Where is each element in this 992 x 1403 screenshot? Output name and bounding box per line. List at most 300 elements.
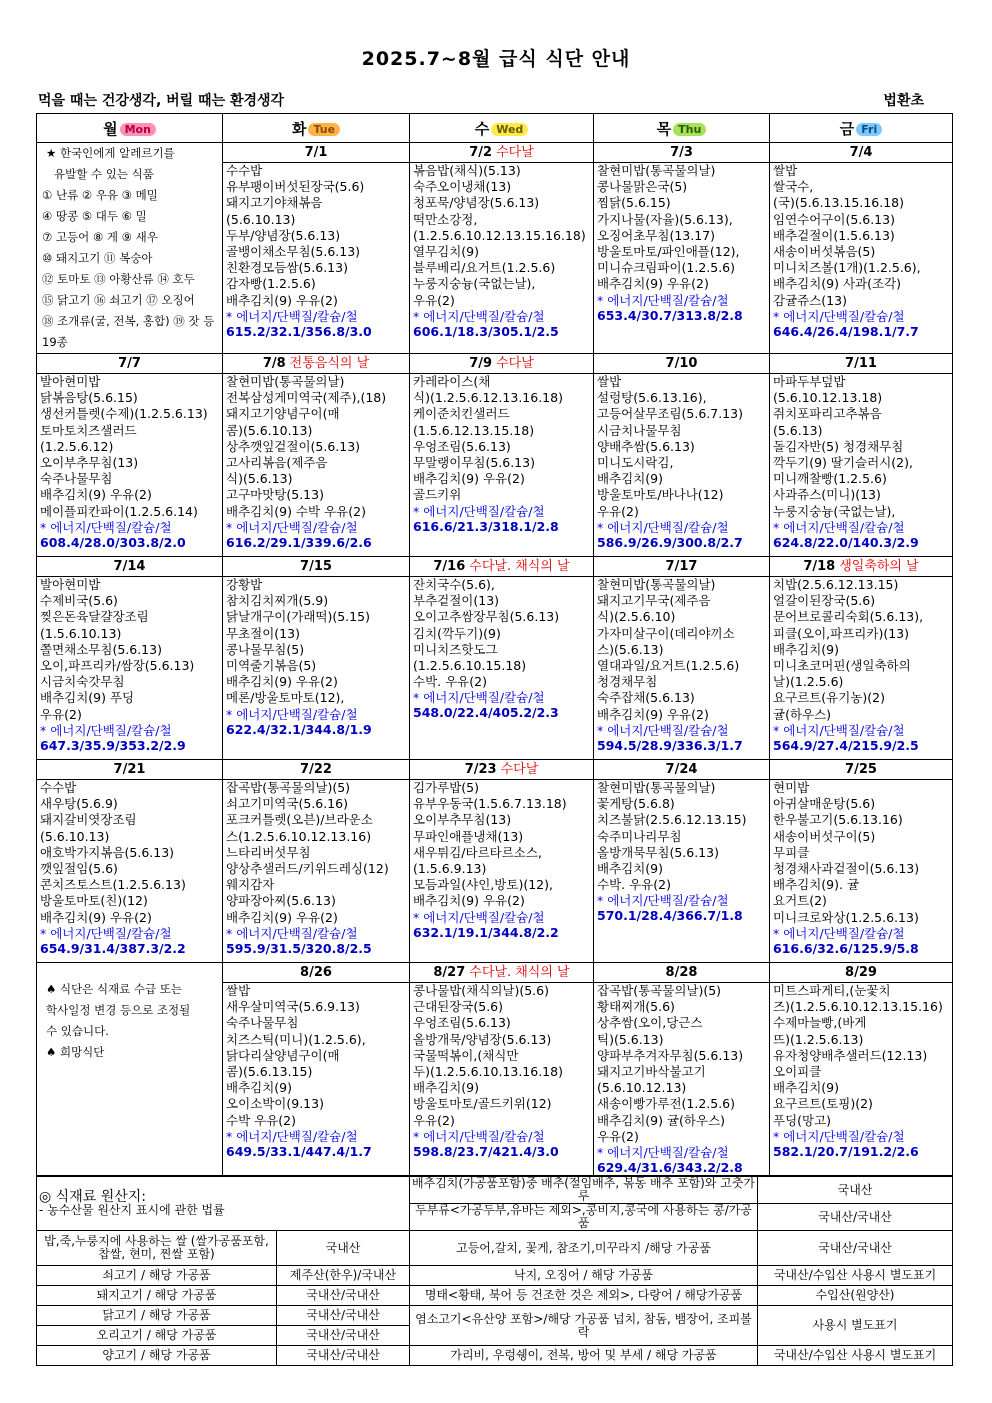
menu-item: 양상추샐러드/키위드레싱(12) [226,861,389,877]
menu-item: 양배추쌈(5.6.13) [597,438,695,454]
menu-item: 무파인애플냉채(13) [413,828,524,844]
menu-item: 식)(5.6.13) [226,471,293,487]
day-date: 7/16 [433,559,466,574]
menu-item: (1.2.5.6.10.15.18) [413,658,527,674]
day-date: 7/1 [304,145,328,160]
menu-item: 근대된장국(5.6) [413,999,504,1015]
nutrition-label: * 에너지/단백질/칼슘/철 [226,519,358,535]
page-title: 2025.7~8월 급식 식단 안내 [361,48,631,70]
menu-item: 미트스파게티,(눈꽃치 [773,983,891,998]
menu-item: 무피클 [773,844,810,860]
menu-item: (5.6.10.12.13.18) [773,390,883,406]
nutrition-label: * 에너지/단백질/칼슘/철 [773,722,905,738]
day-event: 수다날 [500,762,539,777]
menu-item: 고구마맛탕(5.13) [226,487,324,503]
header-thu [594,114,770,143]
menu-item: 새송이버섯구이(5) [773,828,876,844]
nutrition-label: * 에너지/단백질/칼슘/철 [597,1145,729,1161]
day-event: 수다날. 채식의 날 [469,965,570,980]
day-date: 7/21 [113,762,146,777]
header-wed [410,114,594,143]
menu-item: 수박 우유(2) [226,1112,296,1128]
origin-cell: 닭고기 / 해당 가공품 [37,1306,277,1326]
origin-cell: 밥,죽,누룽지에 사용하는 쌀 (쌀가공품포함, 찹쌀, 현미, 찐쌀 포함) [37,1231,277,1266]
menu-item: 무초절이(13) [226,625,300,641]
menu-item: 쇠고기미역국(5.6.16) [226,796,348,812]
notice-cell [37,963,223,1176]
menu-item: 두부/양념장(5.6.13) [226,227,341,243]
menu-item: 찰현미밥(통곡물의날) [597,577,716,592]
menu-item: 김치(깍두기)(9) [413,625,501,641]
menu-item: 귤(하우스) [773,706,832,722]
menu-item: 수제마늘빵,(바게 [773,1015,867,1031]
menu-item: 찰현미밥(통곡물의날) [597,780,716,795]
notice-line: 학사일정 변경 등으로 조정될 [46,1003,191,1017]
menu-item: 새우살미역국(5.6.9.13) [226,999,360,1015]
menu-item: 배추김치(9) 우유(2) [597,276,709,292]
menu-item: 깻잎절임(5.6) [40,861,118,877]
day-en-badge: Thu [673,123,706,136]
menu-item: 찰현미밥(통곡물의날) [597,163,716,178]
menu-item: 돼지고기양념구이(매 [226,406,340,422]
day-date-header [223,143,409,163]
header-mon [37,114,223,143]
day-date-header [594,354,769,374]
week-row [37,557,953,760]
menu-item: 잡곡밥(통곡물의날)(5) [597,983,722,998]
nutrition-values: 646.4/26.4/198.1/7.7 [773,323,919,339]
menu-item: 아귀살매운탕(5.6) [773,796,876,812]
day-menu-cell [594,963,770,1176]
nutrition-label: * 에너지/단백질/칼슘/철 [413,909,545,925]
menu-item: 배추김치(9) 푸딩 [40,690,135,706]
menu-item: 새우탕(5.6.9) [40,796,118,812]
menu-item: 느타리버섯무침 [226,844,311,860]
menu-item: 방울토마토/바나나(12) [597,487,724,503]
day-ko: 수 [474,119,490,138]
nutrition-values: 598.8/23.7/421.4/3.0 [413,1143,559,1159]
notice-line: 수 있습니다. [46,1024,109,1038]
origin-cell: 명태<황태, 북어 등 건조한 것은 제외>, 다랑어 / 해당가공품 [410,1286,758,1306]
allergy-line: ⑦ 고등어 ⑧ 게 ⑨ 새우 [42,230,158,244]
day-date: 8/28 [665,965,698,980]
nutrition-values: 586.9/26.9/300.8/2.7 [597,534,743,550]
menu-item: 콩나물맑은국(5) [597,179,688,195]
menu-item: 오이,파프리카/쌈장(5.6.13) [40,658,195,674]
origin-cell: 돼지고기 / 해당 가공품 [37,1286,277,1306]
day-date-header [223,963,409,983]
menu-item: 돌김자반(5) 청경채무침 [773,438,904,454]
nutrition-label: * 에너지/단백질/칼슘/철 [773,1128,905,1144]
menu-item: 수수밥 [40,780,77,795]
day-date-header [770,354,952,374]
menu-item: 돼지고기야채볶음 [226,195,323,211]
school-name: 법환초 [883,93,924,109]
origin-cell: 염소고기<유산양 포함>/해당 가공품 넙치, 참돔, 뱀장어, 조피볼락 [410,1306,758,1346]
menu-item: 배추김치(9) [597,861,664,877]
menu-item: 요구르트(유기농)(2) [773,690,885,706]
menu-item: 열무김치(9) [413,244,480,260]
day-menu-cell [223,143,410,354]
day-menu-cell [223,557,410,760]
menu-item: 돼지고기무국(제주음 [597,593,711,609]
day-date-header [594,963,769,983]
menu-item: 배추김치(9) 사과(조각) [773,276,902,292]
menu-item: 숙주오이냉채(13) [413,179,512,195]
day-date: 7/4 [849,145,873,160]
day-date: 8/26 [300,965,332,980]
menu-item: 시금치나물무침 [597,422,682,438]
menu-item: 유자청양배추샐러드(12.13) [773,1047,928,1063]
origin-cell: 제주산(한우)/국내산 [277,1266,410,1286]
day-menu-cell [594,143,770,354]
menu-item: 한우불고기(5.6.13.16) [773,812,903,828]
menu-item: 배추김치(9). 귤 [773,877,860,893]
allergy-line: 유발할 수 있는 식품 [54,167,154,181]
menu-item: 배추김치(9) [413,1080,480,1096]
nutrition-label: * 에너지/단백질/칼슘/철 [773,925,905,941]
day-date-header [37,760,222,780]
nutrition-values: 616.6/32.6/125.9/5.8 [773,940,919,956]
nutrition-values: 616.6/21.3/318.1/2.8 [413,518,559,534]
nutrition-label: * 에너지/단백질/칼슘/철 [40,722,172,738]
menu-item: 콩나물밥(채식의날)(5.6) [413,983,549,998]
menu-item: 새송이버섯볶음(5) [773,244,876,260]
day-ko: 화 [291,119,307,138]
day-date-header [37,354,222,374]
day-menu-cell [770,963,953,1176]
day-date: 7/3 [670,145,693,160]
menu-item: (5.6.10.12.13) [597,1080,687,1096]
menu-item: 발아현미밥 [40,374,101,389]
day-date-header [410,557,593,577]
menu-item: 감귤쥬스(13) [773,292,847,308]
menu-item: 찢은돈육달걀장조림 [40,609,149,625]
menu-item: 황태찌개(5.6) [597,999,675,1015]
day-menu-cell [594,557,770,760]
menu-item: 치즈스틱(미니)(1.2.5.6), [226,1031,366,1047]
menu-item: 쥐치포파리고추볶음 [773,406,882,422]
day-menu-cell [37,760,223,963]
weekday-header-row [37,114,953,143]
day-date: 7/9 [469,356,493,371]
menu-item: 콘치즈토스트(1.2.5.6.13) [40,877,186,893]
menu-item: 찰현미밥(통곡물의날) [226,374,345,389]
menu-item: 배추김치(9) [226,1080,293,1096]
nutrition-values: 606.1/18.3/305.1/2.5 [413,323,559,339]
menu-item: 콤)(5.6.13.15) [226,1064,313,1080]
menu-item: 잔치국수(5.6), [413,577,495,592]
menu-item: 우유(2) [40,706,82,722]
day-date: 7/23 [464,762,497,777]
menu-item: 배추김치(9) [597,471,664,487]
menu-item: (5.6.10.13) [226,211,296,227]
day-date-header [770,760,952,780]
day-date: 7/2 [469,145,493,160]
menu-item: 오이부추무침(13) [40,455,139,471]
week-row [37,963,953,1176]
menu-item: 무말랭이무침(5.6.13) [413,455,535,471]
menu-item: 숙주잡채(5.6.13) [597,690,695,706]
origin-cell: 수입산(원양산) [758,1286,953,1306]
allergy-title: ★ 한국인에게 알레르기를 [46,146,175,160]
menu-item: 골드키위 [413,487,462,503]
allergy-line: ⑮ 닭고기 ⑯ 쇠고기 ⑰ 오징어 [42,293,195,307]
menu-item: (5.6.10.13) [40,828,110,844]
menu-item: 미니깨찰빵(1.2.5.6) [773,471,887,487]
menu-item: 블루베리/요거트(1.2.5.6) [413,260,556,276]
menu-item: 얼갈이된장국(5.6) [773,593,876,609]
menu-item: 쫄면채소무침(5.6.13) [40,641,162,657]
menu-item: 스(1.2.5.6.10.12.13.16) [226,828,372,844]
day-event: 수다날 [496,356,534,371]
menu-item: 청경채사과겉절이(5.6.13) [773,861,920,877]
menu-item: 식)(1.2.5.6.12.13.16.18) [413,390,563,406]
menu-item: 쌀국수, [773,179,814,195]
menu-item: 모듬과일(샤인,방토)(12), [413,877,553,893]
nutrition-values: 582.1/20.7/191.2/2.6 [773,1143,919,1159]
nutrition-label: * 에너지/단백질/칼슘/철 [40,519,172,535]
menu-item: 고사리볶음(제주음 [226,455,328,471]
day-menu-cell [37,354,223,557]
nutrition-label: * 에너지/단백질/칼슘/철 [413,503,545,519]
day-ko: 목 [656,119,672,138]
menu-item: 친환경모듬쌈(5.6.13) [226,260,348,276]
day-date: 7/10 [665,356,698,371]
menu-item: 시금치숙갓무침 [40,674,125,690]
nutrition-values: 615.2/32.1/356.8/3.0 [226,323,372,339]
menu-item: 배추김치(9) 우유(2) [226,674,338,690]
menu-item: 식)(2.5.6.10) [597,609,676,625]
allergy-line: ⑱ 조개류(굴, 전복, 홍합) ⑲ 잣 등 19종 [42,314,215,349]
week-row [37,143,953,354]
menu-item: 사과쥬스(미니)(13) [773,487,881,503]
menu-item: (1.5.6.9.13) [413,861,487,877]
nutrition-label: * 에너지/단백질/칼슘/철 [597,893,729,909]
menu-item: 닭다리살양념구이(매 [226,1047,340,1063]
nutrition-label: * 에너지/단백질/칼슘/철 [413,1128,545,1144]
menu-item: 김가루밥(5) [413,780,480,795]
menu-item: 부추겉절이(13) [413,593,500,609]
menu-item: 우유(2) [597,503,639,519]
header-tue [223,114,410,143]
menu-item: (국)(5.6.13.15.16.18) [773,195,904,211]
origin-cell: 국내산/국내산 [277,1346,410,1366]
day-menu-cell [223,963,410,1176]
menu-item: 배추김치(9) 귤(하우스) [597,1112,726,1128]
menu-item: 생선커틀렛(수제)(1.2.5.6.13) [40,406,208,422]
menu-item: 요거트(2) [773,893,827,909]
menu-item: 두)(1.2.5.6.10.13.16.18) [413,1064,563,1080]
nutrition-values: 622.4/32.1/344.8/1.9 [226,721,372,737]
day-date: 7/14 [113,559,146,574]
menu-item: 닭볶음탕(5.6.15) [40,390,138,406]
nutrition-values: 595.9/31.5/320.8/2.5 [226,940,372,956]
origin-cell: 낙지, 오징어 / 해당 가공품 [410,1266,758,1286]
menu-item: 수박. 우유(2) [413,674,487,690]
menu-item: 배추김치(9) 수박 우유(2) [226,503,366,519]
allergy-line: ④ 땅콩 ⑤ 대두 ⑥ 밀 [42,209,147,223]
menu-item: 배추김치(9) 우유(2) [413,893,525,909]
menu-item: 포크커틀렛(오븐)/브라운소 [226,812,373,828]
menu-item: 수제비국(5.6) [40,593,118,609]
menu-item: 잡곡밥(통곡물의날)(5) [226,780,351,795]
menu-item: 양파부추겨자무침(5.6.13) [597,1047,744,1063]
menu-item: 콩나물무침(5) [226,641,305,657]
day-menu-cell [594,760,770,963]
menu-item: 닭날개구이(가래떡)(5.15) [226,609,370,625]
origin-cell: 국내산/국내산 [758,1204,953,1231]
menu-item: 강황밥 [226,577,263,592]
menu-item: 국물떡볶이,(채식만 [413,1047,519,1063]
menu-item: 우유(2) [597,1128,639,1144]
day-menu-cell [594,354,770,557]
origin-cell: 국내산/국내산 [277,1286,410,1306]
origin-cell: 사용시 별도표기 [758,1306,953,1346]
menu-item: (1.2.5.6.12) [40,438,114,454]
menu-item: 현미밥 [773,780,810,795]
origin-cell: 두부류<가공두부,유바는 제외>,콩비지,콩국에 사용하는 콩/가공품 [410,1204,758,1231]
menu-item: 오이고추쌈장무침(5.6.13) [413,609,560,625]
day-menu-cell [410,557,594,760]
origin-cell: 국내산/수입산 사용시 별도표기 [758,1266,953,1286]
menu-item: 틱)(5.6.13) [597,1031,664,1047]
menu-item: 누룽지숭늉(국없는날), [773,503,896,519]
day-menu-cell [770,354,953,557]
menu-item: 숙주미나리무침 [597,828,682,844]
nutrition-values: 649.5/33.1/447.4/1.7 [226,1143,372,1159]
menu-item: 돼지고기바삭불고기 [597,1064,706,1080]
day-date: 7/24 [665,762,698,777]
menu-item: 수박. 우유(2) [597,877,671,893]
day-date-header [770,557,952,577]
day-date: 7/22 [300,762,332,777]
nutrition-values: 654.9/31.4/387.3/2.2 [40,940,186,956]
menu-item: (1.5.6.10.13) [40,625,122,641]
menu-item: 골뱅이채소무침(5.6.13) [226,244,361,260]
day-date-header [223,760,409,780]
day-date: 8/29 [845,965,877,980]
menu-item: 쌀밥 [597,374,622,389]
menu-item: 메론/방울토마토(12), [226,690,345,706]
day-menu-cell [410,143,594,354]
menu-item: 요구르트(토핑)(2) [773,1096,873,1112]
menu-item: 미니슈크림파이(1.2.5.6) [597,260,736,276]
menu-item: 우엉조림(5.6.13) [413,438,511,454]
menu-item: 숙주나물무침 [226,1015,299,1031]
menu-item: 오이부추무침(13) [413,812,512,828]
menu-item: 카레라이스(채 [413,374,491,389]
nutrition-label: * 에너지/단백질/칼슘/철 [226,308,358,324]
nutrition-label: * 에너지/단백질/칼슘/철 [413,308,545,324]
day-date-header [770,143,952,163]
nutrition-label: * 에너지/단백질/칼슘/철 [773,308,905,324]
nutrition-values: 629.4/31.6/343.2/2.8 [597,1160,743,1176]
slogan: 먹을 때는 건강생각, 버릴 때는 환경생각 [38,93,285,109]
nutrition-values: 548.0/22.4/405.2/2.3 [413,705,559,721]
allergy-line: ⑩ 돼지고기 ⑪ 복숭아 [42,251,153,265]
nutrition-label: * 에너지/단백질/칼슘/철 [597,722,729,738]
menu-item: 메이플피칸파이(1.2.5.6.14) [40,503,198,519]
menu-item: 오이소박이(9.13) [226,1096,324,1112]
day-menu-cell [223,760,410,963]
nutrition-values: 594.5/28.9/336.3/1.7 [597,737,743,753]
nutrition-values: 608.4/28.0/303.8/2.0 [40,534,186,550]
origin-cell: 오리고기 / 해당 가공품 [37,1326,277,1346]
day-date-header [594,760,769,780]
nutrition-values: 616.2/29.1/339.6/2.6 [226,534,372,550]
meal-calendar [36,113,953,1176]
day-date: 7/7 [118,356,141,371]
day-event: 전통음식의 날 [289,356,370,371]
day-date: 7/25 [845,762,877,777]
header-fri [770,114,953,143]
nutrition-values: 632.1/19.1/344.8/2.2 [413,924,559,940]
menu-item: 우유(2) [413,292,455,308]
menu-item: 피클(오이,파프리카)(13) [773,625,909,641]
menu-item: 치밥(2.5.6.12.13.15) [773,577,899,592]
menu-item: 배추김치(9) 우유(2) [40,909,152,925]
day-menu-cell [770,143,953,354]
menu-item: 배추김치(9) [773,641,840,657]
menu-item: (1.2.5.6.10.12.13.15.16.18) [413,227,586,243]
menu-item: 설렁탕(5.6.13.16), [597,390,707,406]
menu-item: 청경채무침 [597,674,658,690]
menu-item: 꽃게탕(5.6.8) [597,796,675,812]
menu-item: 찜닭(5.6.15) [597,195,671,211]
menu-item: 참치김치찌개(5.9) [226,593,329,609]
menu-item: 미니초코머핀(생일축하의 [773,658,911,674]
day-en-badge: Fri [856,123,882,136]
day-event: 수다날. 채식의 날 [469,559,570,574]
nutrition-label: * 에너지/단백질/칼슘/철 [413,690,545,706]
menu-item: 콤)(5.6.10.13) [226,422,313,438]
menu-item: 쌀밥 [773,163,798,178]
origin-cell: 국내산 [277,1231,410,1266]
menu-item: 숙주나물무침 [40,471,113,487]
notice-line: ♠ 희망식단 [46,1045,105,1059]
nutrition-values: 564.9/27.4/215.9/2.5 [773,737,919,753]
menu-item: 우유(2) [413,1112,455,1128]
day-date-header [410,963,593,983]
menu-item: 쌀밥 [226,983,251,998]
day-date-header [770,963,952,983]
day-date-header [594,557,769,577]
origin-cell: 가리비, 우렁쉥이, 전복, 방어 및 부세 / 해당 가공품 [410,1346,758,1366]
menu-item: 배추김치(9) 우유(2) [226,909,338,925]
nutrition-values: 570.1/28.4/366.7/1.8 [597,908,743,924]
origin-cell: 배추김치(가공품포함)중 배추(절임배추, 볶동 배추 포함)와 고춧가루 [410,1177,758,1204]
menu-item: 방울토마토/골드키위(12) [413,1096,552,1112]
nutrition-values: 624.8/22.0/140.3/2.9 [773,534,919,550]
day-menu-cell [770,760,953,963]
origin-cell: 국내산 [758,1177,953,1204]
day-date: 7/17 [665,559,698,574]
day-event: 수다날 [496,145,534,160]
nutrition-label: * 에너지/단백질/칼슘/철 [597,519,729,535]
menu-item: 미니크로와상(1.2.5.6.13) [773,909,919,925]
menu-item: (5.6.13) [773,422,823,438]
origin-title: ◎ 식재료 원산지: [39,1188,146,1205]
menu-item: 배추김치(9) 우유(2) [597,706,709,722]
menu-item: 뜨)(1.2.5.6.13) [773,1031,864,1047]
day-ko: 금 [839,119,855,138]
menu-item: 미역줄기볶음(5) [226,658,317,674]
day-date-header [410,143,593,163]
menu-item: (1.5.6.12.13.15.18) [413,422,535,438]
day-date-header [223,354,409,374]
menu-item: 상추깻잎겉절이(5.6.13) [226,438,361,454]
